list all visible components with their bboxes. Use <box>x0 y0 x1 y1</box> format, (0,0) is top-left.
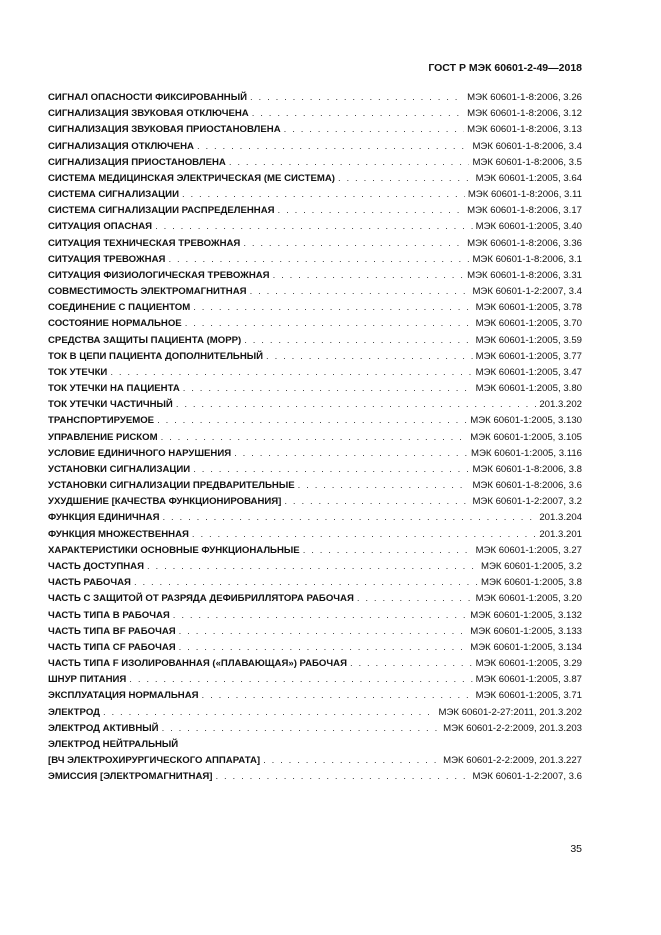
index-reference: МЭК 60601-1:2005, 3.27 <box>475 544 582 556</box>
index-reference: МЭК 60601-1-8:2006, 3.6 <box>472 480 582 492</box>
index-term: УСТАНОВКИ СИГНАЛИЗАЦИИ ПРЕДВАРИТЕЛЬНЫЕ <box>48 480 295 492</box>
dot-leader <box>266 349 473 365</box>
index-entry <box>48 155 582 171</box>
index-reference: МЭК 60601-1:2005, 3.64 <box>475 172 582 184</box>
dot-leader <box>273 268 465 284</box>
index-term: ЧАСТЬ ТИПА В РАБОЧАЯ <box>48 609 170 621</box>
index-reference: МЭК 60601-2-2:2009, 201.3.203 <box>443 722 582 734</box>
index-term: ЧАСТЬ ТИПА F ИЗОЛИРОВАННАЯ («ПЛАВАЮЩАЯ») РАБОЧАЯ <box>48 658 347 670</box>
dot-leader <box>179 640 468 656</box>
dot-leader <box>216 769 470 785</box>
index-entry <box>48 122 582 138</box>
index-reference: 201.3.204 <box>539 512 582 524</box>
dot-leader <box>147 559 478 575</box>
index-reference: МЭК 60601-1-8:2006, 3.36 <box>467 237 582 249</box>
index-term: ТОК УТЕЧКИ <box>48 366 108 378</box>
dot-leader <box>183 381 473 397</box>
dot-leader <box>163 510 537 526</box>
index-term: СРЕДСТВА ЗАЩИТЫ ПАЦИЕНТА (MOPP) <box>48 334 242 346</box>
dot-leader <box>284 494 469 510</box>
index-entry <box>48 559 582 575</box>
index-entry <box>48 381 582 397</box>
index-entry <box>48 430 582 446</box>
dot-leader <box>303 543 473 559</box>
dot-leader <box>338 171 473 187</box>
index-entry <box>48 640 582 656</box>
dot-leader <box>155 219 473 235</box>
dot-leader <box>278 203 465 219</box>
index-reference: МЭК 60601-1:2005, 3.8 <box>480 577 582 589</box>
index-entry <box>48 510 582 526</box>
index-entry <box>48 365 582 381</box>
index-entry <box>48 527 582 543</box>
index-reference: МЭК 60601-2-27:2011, 201.3.202 <box>438 706 582 718</box>
index-entry <box>48 608 582 624</box>
index-entry <box>48 591 582 607</box>
index-term: СИСТЕМА СИГНАЛИЗАЦИИ РАСПРЕДЕЛЕННАЯ <box>48 205 275 217</box>
dot-leader <box>250 284 470 300</box>
index-reference: МЭК 60601-1:2005, 3.133 <box>470 625 582 637</box>
dot-leader <box>157 413 467 429</box>
index-entry <box>48 219 582 235</box>
index-entry <box>48 106 582 122</box>
dot-leader <box>161 430 468 446</box>
index-entry <box>48 284 582 300</box>
index-entry <box>48 543 582 559</box>
index-term: СИГНАЛИЗАЦИЯ ОТКЛЮЧЕНА <box>48 140 194 152</box>
index-reference: МЭК 60601-1:2005, 3.70 <box>475 318 582 330</box>
dot-leader <box>103 705 435 721</box>
dot-leader <box>202 688 473 704</box>
index-entry <box>48 672 582 688</box>
dot-leader <box>229 155 470 171</box>
index-term: СОСТОЯНИЕ НОРМАЛЬНОЕ <box>48 318 182 330</box>
index-term: ЧАСТЬ С ЗАЩИТОЙ ОТ РАЗРЯДА ДЕФИБРИЛЛЯТОРА РАБОЧАЯ <box>48 593 354 605</box>
index-term: СИГНАЛИЗАЦИЯ ЗВУКОВАЯ ПРИОСТАНОВЛЕНА <box>48 124 281 136</box>
index-reference: МЭК 60601-1:2005, 3.130 <box>470 415 582 427</box>
index-entry <box>48 90 582 106</box>
index-entry <box>48 446 582 462</box>
index-reference: МЭК 60601-1-8:2006, 3.12 <box>467 108 582 120</box>
index-reference: МЭК 60601-1:2005, 3.134 <box>470 641 582 653</box>
dot-leader <box>250 90 464 106</box>
index-term: ЭЛЕКТРОД <box>48 706 100 718</box>
index-term: СИТУАЦИЯ ОПАСНАЯ <box>48 221 153 233</box>
dot-leader <box>110 365 472 381</box>
index-term: ЧАСТЬ РАБОЧАЯ <box>48 577 131 589</box>
dot-leader <box>168 252 469 268</box>
index-term: СИСТЕМА СИГНАЛИЗАЦИИ <box>48 189 179 201</box>
index-entry <box>48 753 582 769</box>
index-term: ФУНКЦИЯ ЕДИНИЧНАЯ <box>48 512 160 524</box>
dot-leader <box>193 462 469 478</box>
index-term: СИСТЕМА МЕДИЦИНСКАЯ ЭЛЕКТРИЧЕСКАЯ (МЕ СИСТЕМА) <box>48 172 335 184</box>
index-term: ЭЛЕКТРОД НЕЙТРАЛЬНЫЙ <box>48 738 179 750</box>
dot-leader <box>176 397 536 413</box>
dot-leader <box>192 527 536 543</box>
index-reference: МЭК 60601-1-8:2006, 3.4 <box>472 140 582 152</box>
index-reference: МЭК 60601-1:2005, 3.116 <box>471 447 582 459</box>
index-term: СИТУАЦИЯ ТРЕВОЖНАЯ <box>48 253 166 265</box>
index-term: УХУДШЕНИЕ [КАЧЕСТВА ФУНКЦИОНИРОВАНИЯ] <box>48 496 282 508</box>
index-term: СОЕДИНЕНИЕ С ПАЦИЕНТОМ <box>48 302 191 314</box>
index-entry <box>48 300 582 316</box>
index-reference: МЭК 60601-1-2:2007, 3.6 <box>472 771 582 783</box>
index-term: СИТУАЦИЯ ФИЗИОЛОГИЧЕСКАЯ ТРЕВОЖНАЯ <box>48 269 270 281</box>
index-reference: МЭК 60601-1:2005, 3.71 <box>475 690 582 702</box>
index-term: ХАРАКТЕРИСТИКИ ОСНОВНЫЕ ФУНКЦИОНАЛЬНЫЕ <box>48 544 300 556</box>
index-term: СИТУАЦИЯ ТЕХНИЧЕСКАЯ ТРЕВОЖНАЯ <box>48 237 241 249</box>
index-entry <box>48 203 582 219</box>
dot-leader <box>179 624 468 640</box>
index-term: [ВЧ ЭЛЕКТРОХИРУРГИЧЕСКОГО АППАРАТА] <box>48 755 261 767</box>
index-reference: МЭК 60601-1-8:2006, 3.5 <box>472 156 582 168</box>
dot-leader <box>197 139 469 155</box>
index-entry <box>48 268 582 284</box>
index-reference: МЭК 60601-1:2005, 3.77 <box>475 350 582 362</box>
index-term: СИГНАЛ ОПАСНОСТИ ФИКСИРОВАННЫЙ <box>48 92 248 103</box>
index-entry <box>48 316 582 332</box>
index-term: СОВМЕСТИМОСТЬ ЭЛЕКТРОМАГНИТНАЯ <box>48 286 247 298</box>
index-entry <box>48 721 582 737</box>
index-reference: 201.3.201 <box>539 528 582 540</box>
dot-leader <box>173 608 468 624</box>
index-reference: МЭК 60601-1-8:2006, 3.11 <box>467 189 582 201</box>
index-term: УСЛОВИЕ ЕДИНИЧНОГО НАРУШЕНИЯ <box>48 447 232 459</box>
dot-leader <box>243 236 464 252</box>
index-term: ЭМИССИЯ [ЭЛЕКТРОМАГНИТНАЯ] <box>48 771 213 783</box>
dot-leader <box>350 656 473 672</box>
index-reference: МЭК 60601-1:2005, 3.2 <box>480 560 582 572</box>
index-entry <box>48 624 582 640</box>
dot-leader <box>234 446 468 462</box>
index-reference: МЭК 60601-1:2005, 3.132 <box>470 609 582 621</box>
index-entry <box>48 478 582 494</box>
index-reference: МЭК 60601-1:2005, 3.78 <box>475 302 582 314</box>
index-reference: МЭК 60601-1:2005, 3.87 <box>475 674 582 686</box>
index-term: УПРАВЛЕНИЕ РИСКОМ <box>48 431 158 443</box>
index-entry <box>48 656 582 672</box>
index-term: ШНУР ПИТАНИЯ <box>48 674 127 686</box>
dot-leader <box>298 478 470 494</box>
index-reference: МЭК 60601-1:2005, 3.40 <box>475 221 582 233</box>
index-reference: 201.3.202 <box>539 399 582 411</box>
dot-leader <box>129 672 472 688</box>
dot-leader <box>244 333 472 349</box>
index-entry <box>48 769 582 785</box>
index-entry <box>48 349 582 365</box>
dot-leader <box>185 316 473 332</box>
index-reference: МЭК 60601-1-8:2006, 3.1 <box>472 253 582 265</box>
index-reference: МЭК 60601-1-8:2006, 3.13 <box>467 124 582 136</box>
dot-leader <box>263 753 440 769</box>
index-entry <box>48 688 582 704</box>
index-entry <box>48 494 582 510</box>
index-entry <box>48 139 582 155</box>
term-index-list <box>48 90 582 785</box>
index-entry <box>48 462 582 478</box>
index-reference: МЭК 60601-1-8:2006, 3.8 <box>472 463 582 475</box>
dot-leader <box>357 591 473 607</box>
index-term: ТРАНСПОРТИРУЕМОЕ <box>48 415 155 427</box>
index-term: СИГНАЛИЗАЦИЯ ПРИОСТАНОВЛЕНА <box>48 156 226 168</box>
index-reference: МЭК 60601-1:2005, 3.59 <box>475 334 582 346</box>
index-term: ТОК УТЕЧКИ ЧАСТИЧНЫЙ <box>48 399 173 411</box>
index-reference: МЭК 60601-1:2005, 3.80 <box>475 383 582 395</box>
index-entry <box>48 575 582 591</box>
index-reference: МЭК 60601-1:2005, 3.20 <box>475 593 582 605</box>
page-number: 35 <box>570 843 582 855</box>
dot-leader <box>193 300 472 316</box>
index-reference: МЭК 60601-1:2005, 3.29 <box>475 658 582 670</box>
dot-leader <box>162 721 441 737</box>
index-term: СИГНАЛИЗАЦИЯ ЗВУКОВАЯ ОТКЛЮЧЕНА <box>48 108 249 120</box>
index-term: УСТАНОВКИ СИГНАЛИЗАЦИИ <box>48 463 191 475</box>
index-term: ТОК В ЦЕПИ ПАЦИЕНТА ДОПОЛНИТЕЛЬНЫЙ <box>48 350 264 362</box>
index-entry <box>48 397 582 413</box>
index-term: ЧАСТЬ ТИПА CF РАБОЧАЯ <box>48 641 176 653</box>
index-entry <box>48 333 582 349</box>
index-reference: МЭК 60601-2-2:2009, 201.3.227 <box>443 755 582 767</box>
index-entry <box>48 236 582 252</box>
index-reference: МЭК 60601-1-8:2006, 3.17 <box>467 205 582 217</box>
index-term: ТОК УТЕЧКИ НА ПАЦИЕНТА <box>48 383 180 395</box>
index-term: ЧАСТЬ ТИПА BF РАБОЧАЯ <box>48 625 176 637</box>
index-entry <box>48 705 582 721</box>
index-reference: МЭК 60601-1-2:2007, 3.4 <box>472 286 582 298</box>
dot-leader <box>134 575 478 591</box>
dot-leader <box>182 187 465 203</box>
document-code-header: ГОСТ Р МЭК 60601-2-49—2018 <box>428 62 582 74</box>
index-reference: МЭК 60601-1:2005, 3.105 <box>470 431 582 443</box>
index-entry <box>48 413 582 429</box>
dot-leader <box>252 106 464 122</box>
index-entry <box>48 252 582 268</box>
index-term: ЧАСТЬ ДОСТУПНАЯ <box>48 560 145 572</box>
index-term: ЭКСПЛУАТАЦИЯ НОРМАЛЬНАЯ <box>48 690 199 702</box>
dot-leader <box>284 122 464 138</box>
index-term: ФУНКЦИЯ МНОЖЕСТВЕННАЯ <box>48 528 189 540</box>
index-term: ЭЛЕКТРОД АКТИВНЫЙ <box>48 722 159 734</box>
index-entry <box>48 171 582 187</box>
index-reference: МЭК 60601-1:2005, 3.47 <box>475 366 582 378</box>
index-entry <box>48 187 582 203</box>
index-reference: МЭК 60601-1-8:2006, 3.26 <box>467 92 582 103</box>
index-reference: МЭК 60601-1-2:2007, 3.2 <box>472 496 582 508</box>
index-entry <box>48 737 582 753</box>
index-reference: МЭК 60601-1-8:2006, 3.31 <box>467 269 582 281</box>
